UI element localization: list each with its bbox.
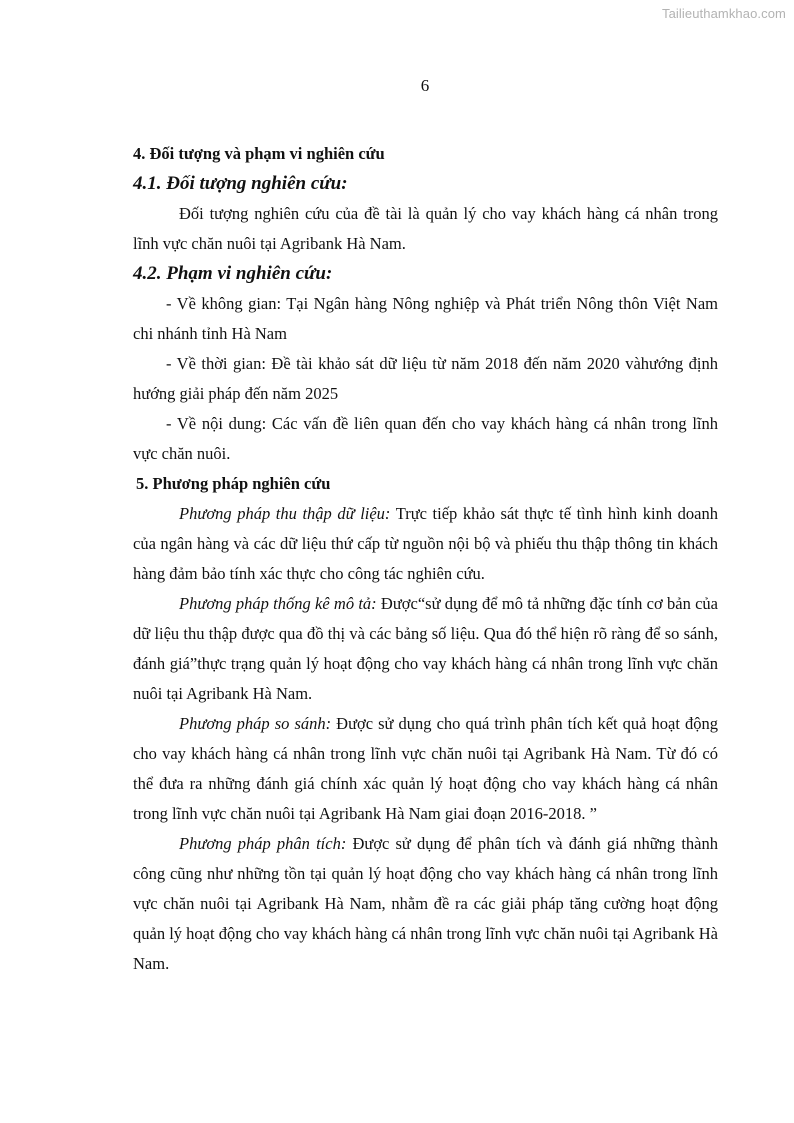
method-data-collection xyxy=(133,499,718,589)
method-analysis xyxy=(133,829,718,979)
method-label: Phương pháp phân tích: xyxy=(179,834,347,853)
document-body xyxy=(133,139,718,979)
method-descriptive-statistics xyxy=(133,589,718,709)
section-4-1-heading: 4.1. Đối tượng nghiên cứu: xyxy=(133,173,348,194)
section-4-heading: 4. Đối tượng và phạm vi nghiên cứu xyxy=(133,144,385,163)
watermark: Tailieuthamkhao.com xyxy=(661,6,786,21)
method-label: Phương pháp thu thập dữ liệu: xyxy=(179,504,391,523)
section-5-heading: 5. Phương pháp nghiên cứu xyxy=(136,474,331,493)
method-text: Được“sử dụng để mô tả những đặc tính cơ bản của dữ liệu thu thập được qua đồ thị và các bảng số liệu. Qua đó thể hiện rõ ràng để so sánh, đánh giá”thực trạng quản lý hoạt động cho vay khách hàng cá nhân trong lĩnh vực chăn nuôi tại Agribank Hà Nam. xyxy=(133,594,718,703)
method-label: Phương pháp so sánh: xyxy=(179,714,332,733)
section-4-1-text: Đối tượng nghiên cứu của đề tài là quản lý cho vay khách hàng cá nhân trong lĩnh vực chăn nuôi tại Agribank Hà Nam. xyxy=(133,204,718,253)
scope-content-item: - Về nội dung: Các vấn đề liên quan đến cho vay khách hàng cá nhân trong lĩnh vực chăn nuôi. xyxy=(133,414,718,463)
section-4-2-heading: 4.2. Phạm vi nghiên cứu: xyxy=(133,263,333,284)
method-text: Trực tiếp khảo sát thực tế tình hình kinh doanh của ngân hàng và các dữ liệu thứ cấp từ nguồn nội bộ và phiếu thu thập thông tin khách hàng đảm bảo tính xác thực cho công tác nghiên cứu. xyxy=(133,504,718,583)
scope-time-item: - Về thời gian: Đề tài khảo sát dữ liệu từ năm 2018 đến năm 2020 vàhướng định hướng giải pháp đến năm 2025 xyxy=(133,354,718,403)
method-label: Phương pháp thống kê mô tả: xyxy=(179,594,377,613)
method-text: Được sử dụng để phân tích và đánh giá những thành công cũng như những tồn tại quản lý hoạt động cho vay khách hàng cá nhân trong lĩnh vực chăn nuôi tại Agribank Hà Nam, nhằm đề ra các giải pháp tăng cường hoạt động quản lý hoạt động cho vay khách hàng cá nhân trong lĩnh vực chăn nuôi tại Agribank Hà Nam. xyxy=(133,834,718,973)
method-text: Được sử dụng cho quá trình phân tích kết quả hoạt động cho vay khách hàng cá nhân trong lĩnh vực chăn nuôi tại Agribank Hà Nam. Từ đó có thể đưa ra những đánh giá chính xác quản lý hoạt động cho vay khách hàng cá nhân trong lĩnh vực chăn nuôi tại Agribank Hà Nam giai đoạn 2016-2018. ” xyxy=(133,714,718,823)
scope-space-item: - Về không gian: Tại Ngân hàng Nông nghiệp và Phát triển Nông thôn Việt Nam chi nhánh tỉnh Hà Nam xyxy=(133,294,718,343)
page-number: 6 xyxy=(420,76,430,95)
method-comparison xyxy=(133,709,718,829)
